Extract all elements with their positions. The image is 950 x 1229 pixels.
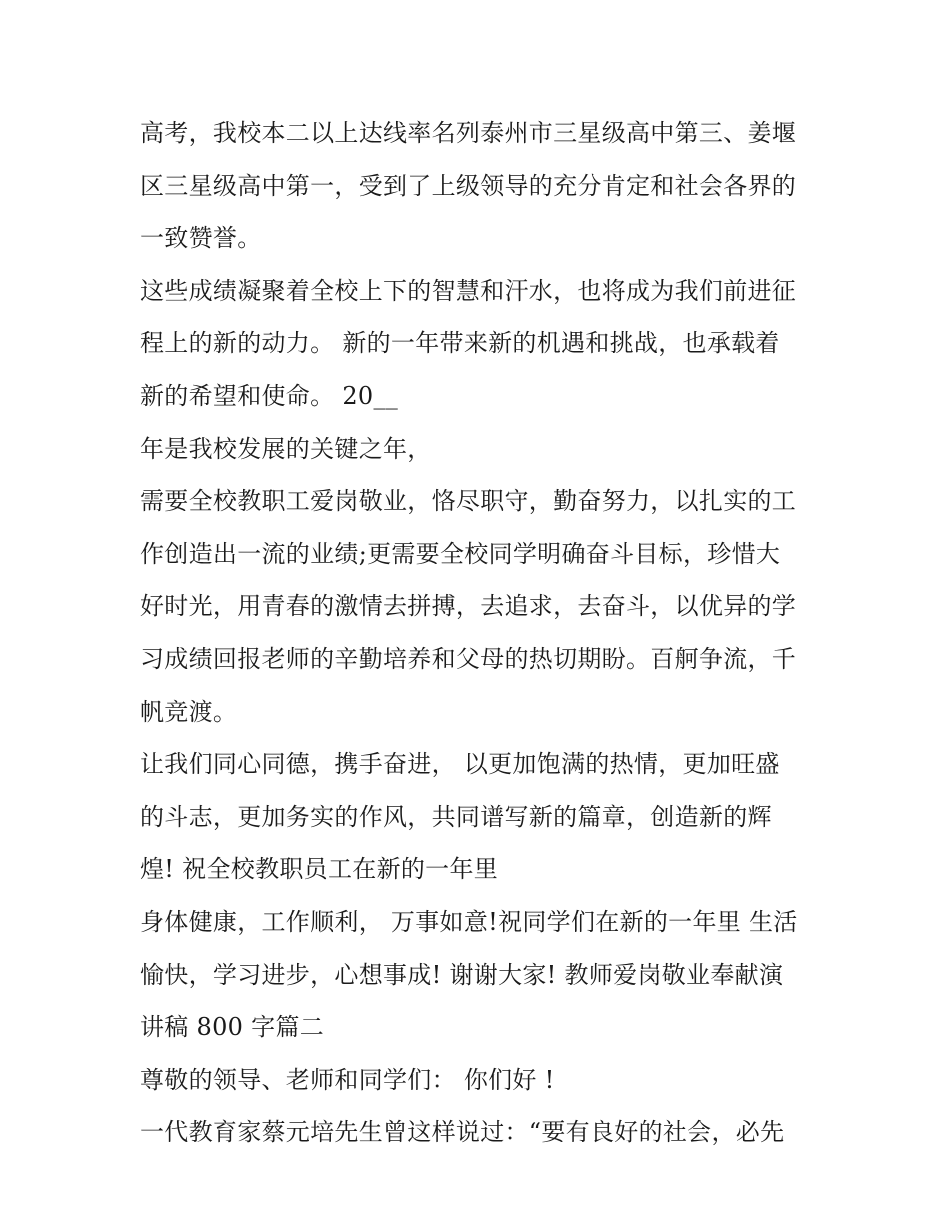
text-line: 让我们同心同德，携手奋进， 以更加饱满的热情，更加旺盛 [140, 750, 780, 779]
text-line: 程上的新的动力。 新的一年带来新的机遇和挑战，也承载着 [140, 329, 780, 358]
text-line: 习成绩回报老师的辛勤培养和父母的热切期盼。百舸争流，千 [140, 644, 797, 673]
text-line: 需要全校教职工爱岗敬业，恪尽职守，勤奋努力，以扎实的工 [140, 487, 797, 516]
document-body [140, 107, 820, 1159]
text-line: 新的希望和使命。 20__ [140, 381, 399, 410]
text-line: 这些成绩凝聚着全校上下的智慧和汗水，也将成为我们前进征 [140, 276, 797, 305]
text-line: 一代教育家蔡元培先生曾这样说过：“要有良好的社会，必先 [140, 1118, 785, 1147]
text-line: 煌! 祝全校教职员工在新的一年里 [140, 855, 499, 884]
text-line: 身体健康，工作顺利， 万事如意!祝同学们在新的一年里 生活 [140, 907, 798, 936]
text-line: 作创造出一流的业绩;更需要全校同学明确奋斗目标，珍惜大 [140, 539, 781, 568]
text-line: 一致赞誉。 [140, 224, 262, 253]
text-line: 尊敬的领导、老师和同学们： 你们好 ! [140, 1065, 555, 1094]
text-line: 年是我校发展的关键之年， [140, 434, 432, 463]
text-line: 讲稿 800 字篇二 [140, 1013, 325, 1042]
text-line: 帆竞渡。 [140, 697, 238, 726]
text-line: 的斗志，更加务实的作风，共同谱写新的篇章，创造新的辉 [140, 802, 772, 831]
text-line: 区三星级高中第一，受到了上级领导的充分肯定和社会各界的 [140, 171, 797, 200]
text-line: 愉快，学习进步，心想事成! 谢谢大家! 教师爱岗敬业奉献演 [140, 960, 784, 989]
text-line: 好时光，用青春的激情去拼搏，去追求，去奋斗，以优异的学 [140, 592, 797, 621]
text-line: 高考，我校本二以上达线率名列泰州市三星级高中第三、姜堰 [140, 119, 797, 147]
